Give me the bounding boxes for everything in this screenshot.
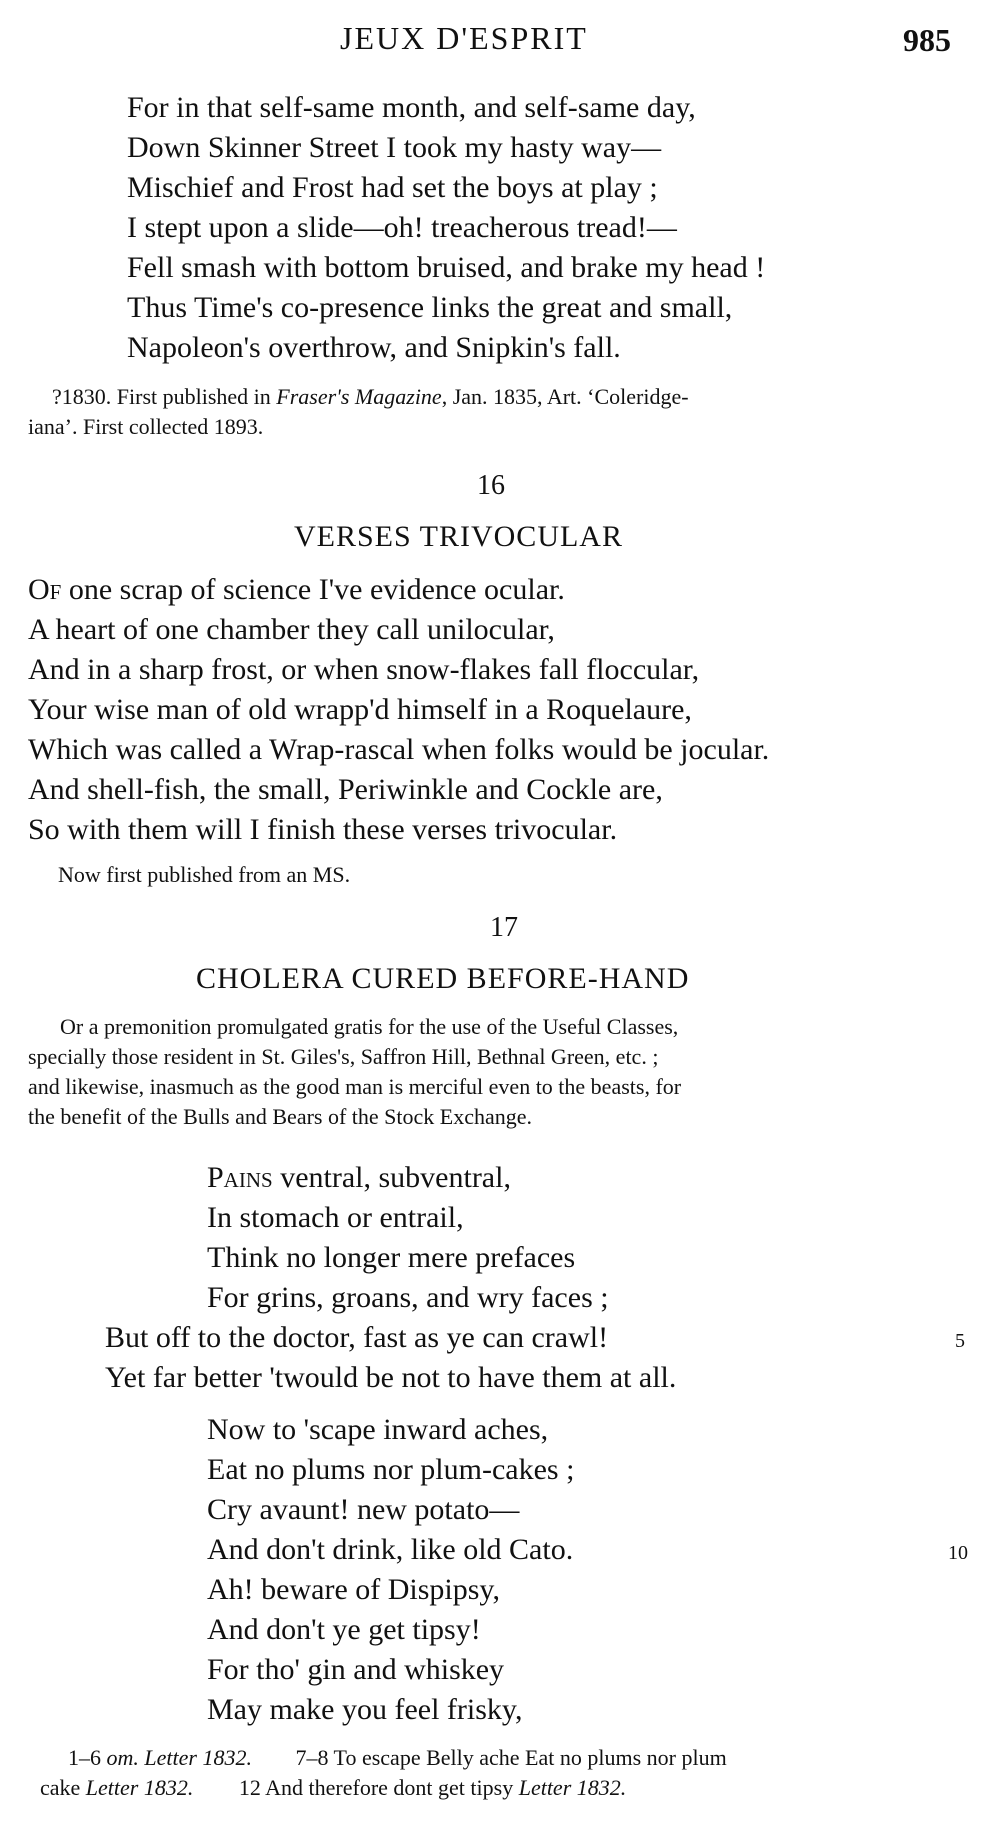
line-number: 10 <box>948 1542 968 1564</box>
poem17-stanza1: Pains ventral, subventral, In stomach or entrail, Think no longer mere prefaces For grins, groans, and wry faces ; <box>207 1158 609 1318</box>
poem17-outdent-lines <box>105 1318 676 1398</box>
first-word: Pains <box>207 1161 273 1194</box>
verse-line: Your wise man of old wrapp'd himself in a Roquelaure, <box>28 693 692 726</box>
footnotes: 1–6 om. Letter 1832. 7–8 To escape Belly ache Eat no plums nor plum cake Letter 1832. 12 And therefore dont get tipsy Letter 1832. <box>40 1745 727 1800</box>
verse-line: Fell smash with bottom bruised, and brake my head ! <box>127 251 766 284</box>
verse-line: Mischief and Frost had set the boys at play ; <box>127 171 658 204</box>
verse-line: Cry avaunt! new potato— <box>207 1493 520 1526</box>
verse-line: For grins, groans, and wry faces ; <box>207 1281 609 1314</box>
poem17-number: 17 <box>490 912 518 943</box>
verse-line: And don't drink, like old Cato. <box>207 1533 574 1566</box>
poem17-title: CHOLERA CURED BEFORE-HAND <box>196 962 690 995</box>
first-word: Of <box>28 573 62 606</box>
verse-line: May make you feel frisky, <box>207 1693 523 1726</box>
poem16-stanza: Of one scrap of science I've evidence ocular. A heart of one chamber they call unilocular, And in a sharp frost, or when snow-flakes fall floccular, Your wise man of old wrapp'd himself in a Roquelaure, Which was called a Wrap-rascal when folks would be jocular. And shell-fish, the small, Periwinkle and Cockle are, So with them will I finish these verses trivocular. <box>28 570 769 850</box>
poem17-intro: Or a premonition promulgated gratis for the use of the Useful Classes, specially those resident in St. Giles's, Saffron Hill, Bethnal Green, etc. ; and likewise, inasmuch as the good man is merciful even to the beasts, for the benefit of the Bulls and Bears of the Stock Exchange. <box>28 1014 682 1129</box>
verse-line: Down Skinner Street I took my hasty way— <box>127 131 662 164</box>
verse-line: Thus Time's co-presence links the great and small, <box>127 291 733 324</box>
poem16-number: 16 <box>477 470 505 501</box>
verse-line: And shell-fish, the small, Periwinkle and Cockle are, <box>28 773 663 806</box>
page-number: 985 <box>903 22 951 58</box>
verse-line: Napoleon's overthrow, and Snipkin's fall. <box>127 331 621 364</box>
running-title: JEUX D'ESPRIT <box>340 20 588 56</box>
verse-line: Ah! beware of Dispipsy, <box>207 1573 500 1606</box>
verse-line: I stept upon a slide—oh! treacherous tread!— <box>127 211 677 244</box>
magazine-title: Fraser's Magazine <box>276 384 442 409</box>
verse-line: And in a sharp frost, or when snow-flakes fall floccular, <box>28 653 700 686</box>
line-number: 5 <box>955 1330 965 1352</box>
verse-line: But off to the doctor, fast as ye can crawl! <box>105 1321 609 1354</box>
verse-line: Think no longer mere prefaces <box>207 1241 576 1274</box>
verse-line: So with them will I finish these verses trivocular. <box>28 813 618 846</box>
verse-line: Now to 'scape inward aches, <box>207 1413 549 1446</box>
poem16-title: VERSES TRIVOCULAR <box>294 520 623 553</box>
verse-line: And don't ye get tipsy! <box>207 1613 481 1646</box>
poem17-stanza2 <box>207 1410 574 1730</box>
verse-line: Which was called a Wrap-rascal when folks would be jocular. <box>28 733 770 766</box>
verse-line: Eat no plums nor plum-cakes ; <box>207 1453 575 1486</box>
poem15-stanza <box>127 88 765 368</box>
verse-line: A heart of one chamber they call unilocular, <box>28 613 555 646</box>
verse-line: In stomach or entrail, <box>207 1201 464 1234</box>
poem16-note: Now first published from an MS. <box>58 862 351 887</box>
verse-line: For in that self-same month, and self-same day, <box>127 91 696 124</box>
poem15-note: ?1830. First published in Fraser's Magazine, Jan. 1835, Art. ‘Coleridge- iana’. First collected 1893. <box>28 384 689 439</box>
verse-line: For tho' gin and whiskey <box>207 1653 505 1686</box>
verse-line: Yet far better 'twould be not to have them at all. <box>105 1361 677 1394</box>
